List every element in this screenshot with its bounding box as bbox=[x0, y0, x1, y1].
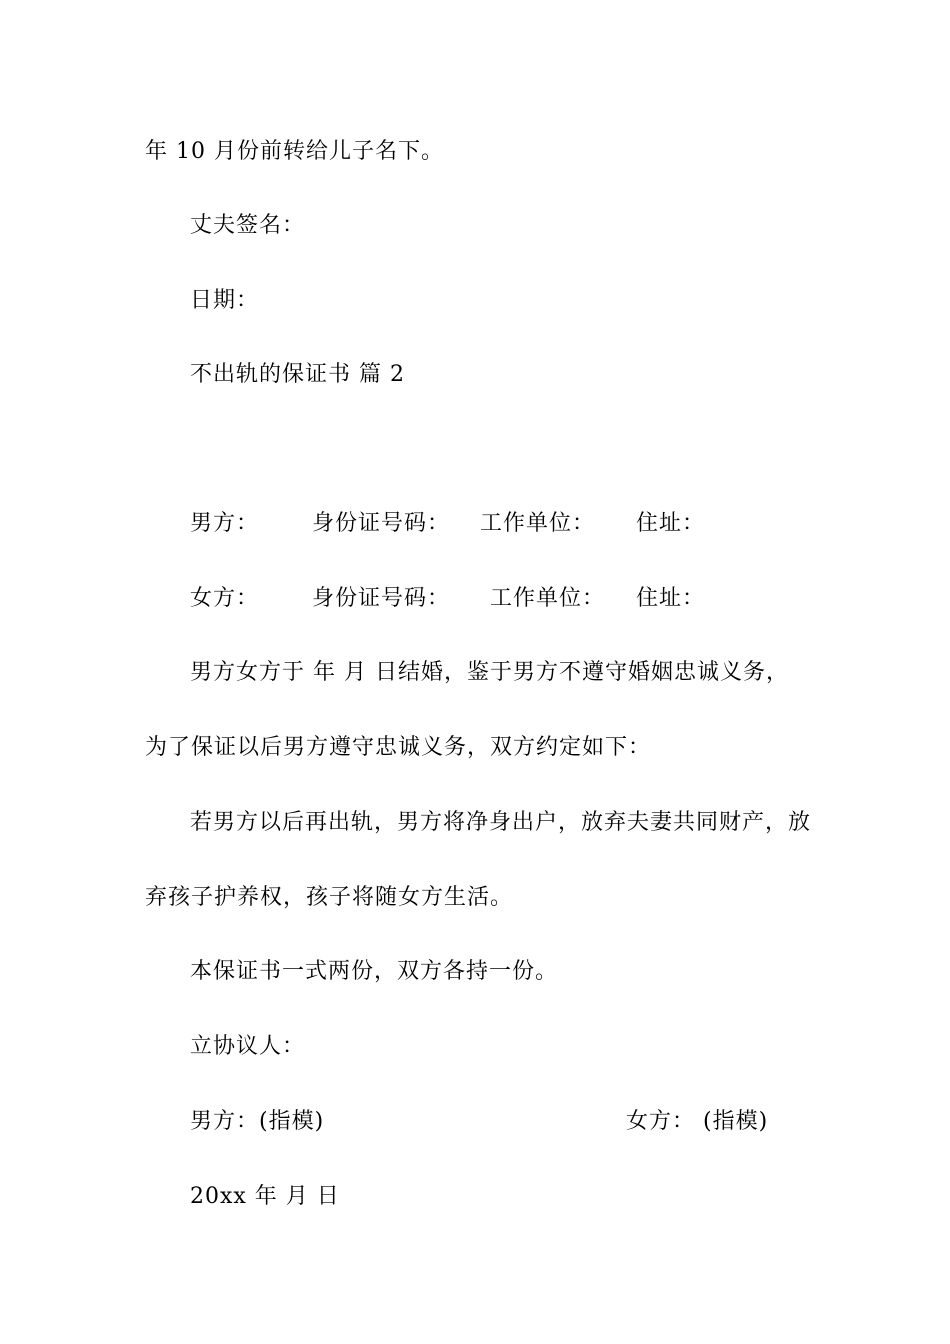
paragraph-line: 弃孩子护养权，孩子将随女方生活。 bbox=[145, 885, 514, 910]
female-address-label: 住址： bbox=[636, 586, 706, 611]
paragraph-line: 男方女方于 年 月 日结婚，鉴于男方不遵守婚姻忠诚义务， bbox=[190, 660, 789, 685]
male-id-label: 身份证号码： bbox=[312, 511, 451, 536]
section-heading: 不出轨的保证书 篇 2 bbox=[190, 362, 405, 387]
date-line: 20xx 年 月 日 bbox=[190, 1184, 340, 1209]
paragraph-line: 若男方以后再出轨，男方将净身出户，放弃夫妻共同财产，放 bbox=[190, 810, 812, 835]
male-fingerprint-label: 男方：(指模) bbox=[190, 1109, 325, 1134]
paragraph-line: 本保证书一式两份，双方各持一份。 bbox=[190, 959, 559, 984]
female-fingerprint-label: 女方： (指模) bbox=[626, 1109, 769, 1134]
text-line: 年 10 月份前转给儿子名下。 bbox=[145, 139, 444, 164]
male-work-label: 工作单位： bbox=[480, 511, 596, 536]
male-party-label: 男方： bbox=[190, 511, 260, 536]
husband-signature-label: 丈夫签名： bbox=[190, 213, 306, 238]
male-address-label: 住址： bbox=[636, 511, 706, 536]
female-party-label: 女方： bbox=[190, 586, 260, 611]
signatories-label: 立协议人： bbox=[190, 1034, 306, 1059]
female-id-label: 身份证号码： bbox=[312, 586, 451, 611]
paragraph-line: 为了保证以后男方遵守忠诚义务，双方约定如下： bbox=[145, 735, 652, 760]
female-work-label: 工作单位： bbox=[490, 586, 606, 611]
date-label: 日期： bbox=[190, 288, 260, 313]
